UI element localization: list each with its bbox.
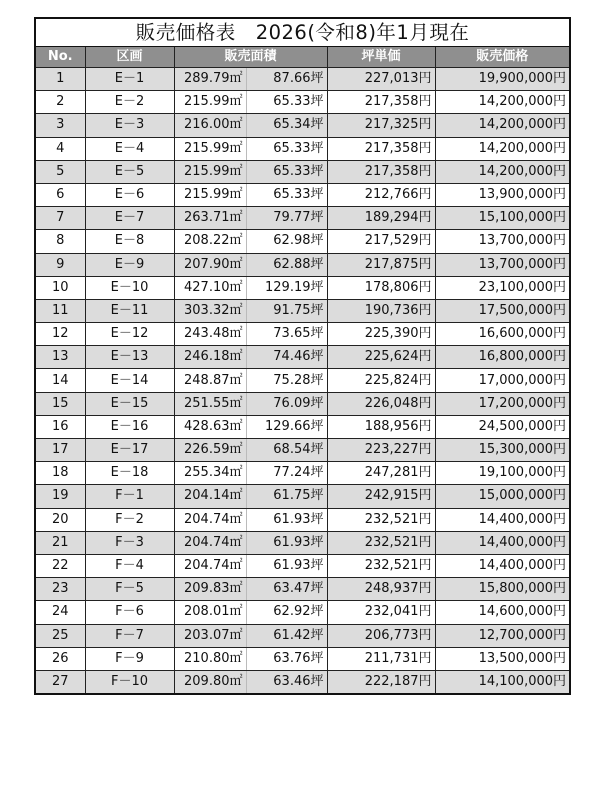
cell-lot: F－5	[85, 578, 174, 601]
cell-no: 8	[35, 230, 85, 253]
page-title: 販売価格表 2026(令和8)年1月現在	[35, 18, 570, 47]
cell-area-tsubo: 61.75坪	[246, 485, 327, 508]
cell-no: 11	[35, 299, 85, 322]
cell-unit-price: 217,358円	[327, 91, 435, 114]
cell-no: 23	[35, 578, 85, 601]
cell-unit-price: 190,736円	[327, 299, 435, 322]
cell-unit-price: 232,521円	[327, 531, 435, 554]
cell-price: 13,900,000円	[435, 183, 570, 206]
table-row	[35, 91, 570, 114]
cell-lot: E－5	[85, 160, 174, 183]
cell-lot: F－3	[85, 531, 174, 554]
table-row	[35, 601, 570, 624]
cell-area-tsubo: 61.93坪	[246, 508, 327, 531]
cell-area-sqm: 208.22㎡	[174, 230, 246, 253]
cell-no: 5	[35, 160, 85, 183]
cell-lot: E－10	[85, 276, 174, 299]
cell-no: 13	[35, 346, 85, 369]
cell-unit-price: 189,294円	[327, 207, 435, 230]
cell-no: 19	[35, 485, 85, 508]
cell-area-sqm: 263.71㎡	[174, 207, 246, 230]
header-price: 販売価格	[435, 47, 570, 68]
cell-lot: E－1	[85, 68, 174, 91]
cell-area-tsubo: 91.75坪	[246, 299, 327, 322]
cell-price: 15,100,000円	[435, 207, 570, 230]
cell-area-tsubo: 79.77坪	[246, 207, 327, 230]
cell-price: 15,000,000円	[435, 485, 570, 508]
cell-area-tsubo: 129.19坪	[246, 276, 327, 299]
cell-lot: E－15	[85, 392, 174, 415]
cell-no: 14	[35, 369, 85, 392]
cell-price: 14,100,000円	[435, 670, 570, 694]
cell-area-tsubo: 63.76坪	[246, 647, 327, 670]
cell-no: 27	[35, 670, 85, 694]
cell-lot: F－1	[85, 485, 174, 508]
cell-area-sqm: 246.18㎡	[174, 346, 246, 369]
cell-unit-price: 225,624円	[327, 346, 435, 369]
cell-area-tsubo: 61.93坪	[246, 554, 327, 577]
table-row	[35, 508, 570, 531]
cell-price: 15,300,000円	[435, 439, 570, 462]
table-row	[35, 439, 570, 462]
cell-unit-price: 217,358円	[327, 137, 435, 160]
cell-lot: E－8	[85, 230, 174, 253]
cell-area-sqm: 428.63㎡	[174, 415, 246, 438]
cell-area-sqm: 215.99㎡	[174, 183, 246, 206]
cell-area-tsubo: 65.33坪	[246, 183, 327, 206]
cell-price: 16,800,000円	[435, 346, 570, 369]
cell-unit-price: 222,187円	[327, 670, 435, 694]
table-row	[35, 647, 570, 670]
cell-lot: E－11	[85, 299, 174, 322]
cell-area-sqm: 203.07㎡	[174, 624, 246, 647]
cell-area-tsubo: 76.09坪	[246, 392, 327, 415]
table-row	[35, 415, 570, 438]
table-body	[35, 68, 570, 695]
cell-lot: E－9	[85, 253, 174, 276]
table-row	[35, 323, 570, 346]
cell-price: 14,400,000円	[435, 531, 570, 554]
cell-area-tsubo: 61.42坪	[246, 624, 327, 647]
cell-price: 13,500,000円	[435, 647, 570, 670]
cell-area-sqm: 216.00㎡	[174, 114, 246, 137]
cell-area-sqm: 204.74㎡	[174, 531, 246, 554]
cell-area-tsubo: 129.66坪	[246, 415, 327, 438]
cell-lot: F－10	[85, 670, 174, 694]
cell-area-sqm: 204.14㎡	[174, 485, 246, 508]
cell-price: 14,600,000円	[435, 601, 570, 624]
cell-no: 4	[35, 137, 85, 160]
cell-lot: E－16	[85, 415, 174, 438]
cell-lot: F－4	[85, 554, 174, 577]
cell-area-sqm: 289.79㎡	[174, 68, 246, 91]
cell-unit-price: 242,915円	[327, 485, 435, 508]
cell-no: 2	[35, 91, 85, 114]
cell-price: 13,700,000円	[435, 230, 570, 253]
table-row	[35, 531, 570, 554]
cell-lot: F－7	[85, 624, 174, 647]
cell-area-tsubo: 62.92坪	[246, 601, 327, 624]
cell-area-tsubo: 73.65坪	[246, 323, 327, 346]
cell-price: 19,900,000円	[435, 68, 570, 91]
cell-no: 20	[35, 508, 85, 531]
cell-area-sqm: 209.83㎡	[174, 578, 246, 601]
header-row	[35, 47, 570, 68]
cell-area-tsubo: 68.54坪	[246, 439, 327, 462]
cell-area-tsubo: 63.46坪	[246, 670, 327, 694]
cell-no: 24	[35, 601, 85, 624]
cell-area-sqm: 251.55㎡	[174, 392, 246, 415]
cell-no: 7	[35, 207, 85, 230]
cell-lot: E－13	[85, 346, 174, 369]
cell-area-tsubo: 65.34坪	[246, 114, 327, 137]
cell-area-tsubo: 65.33坪	[246, 137, 327, 160]
cell-area-sqm: 243.48㎡	[174, 323, 246, 346]
cell-unit-price: 211,731円	[327, 647, 435, 670]
cell-lot: E－18	[85, 462, 174, 485]
header-lot: 区画	[85, 47, 174, 68]
table-row	[35, 462, 570, 485]
cell-area-sqm: 204.74㎡	[174, 508, 246, 531]
cell-no: 26	[35, 647, 85, 670]
table-row	[35, 624, 570, 647]
cell-area-tsubo: 62.88坪	[246, 253, 327, 276]
table-row	[35, 276, 570, 299]
table-row	[35, 68, 570, 91]
cell-area-sqm: 255.34㎡	[174, 462, 246, 485]
cell-no: 25	[35, 624, 85, 647]
cell-area-sqm: 215.99㎡	[174, 91, 246, 114]
table-row	[35, 485, 570, 508]
cell-lot: E－2	[85, 91, 174, 114]
cell-area-sqm: 210.80㎡	[174, 647, 246, 670]
cell-area-sqm: 248.87㎡	[174, 369, 246, 392]
cell-unit-price: 232,521円	[327, 508, 435, 531]
cell-price: 14,200,000円	[435, 114, 570, 137]
table-row	[35, 369, 570, 392]
header-no: No.	[35, 47, 85, 68]
cell-unit-price: 217,529円	[327, 230, 435, 253]
cell-lot: E－3	[85, 114, 174, 137]
cell-price: 14,200,000円	[435, 137, 570, 160]
cell-unit-price: 178,806円	[327, 276, 435, 299]
cell-no: 12	[35, 323, 85, 346]
cell-price: 17,500,000円	[435, 299, 570, 322]
cell-no: 10	[35, 276, 85, 299]
cell-area-tsubo: 77.24坪	[246, 462, 327, 485]
cell-price: 14,400,000円	[435, 554, 570, 577]
cell-unit-price: 248,937円	[327, 578, 435, 601]
table-row	[35, 207, 570, 230]
price-table	[34, 17, 571, 695]
cell-unit-price: 226,048円	[327, 392, 435, 415]
header-unit-price: 坪単価	[327, 47, 435, 68]
cell-price: 24,500,000円	[435, 415, 570, 438]
cell-price: 13,700,000円	[435, 253, 570, 276]
cell-price: 14,200,000円	[435, 160, 570, 183]
cell-lot: E－4	[85, 137, 174, 160]
cell-area-sqm: 209.80㎡	[174, 670, 246, 694]
cell-area-tsubo: 65.33坪	[246, 160, 327, 183]
table-row	[35, 183, 570, 206]
cell-lot: E－6	[85, 183, 174, 206]
cell-lot: E－17	[85, 439, 174, 462]
cell-no: 18	[35, 462, 85, 485]
table-row	[35, 554, 570, 577]
cell-unit-price: 217,325円	[327, 114, 435, 137]
cell-unit-price: 188,956円	[327, 415, 435, 438]
table-row	[35, 230, 570, 253]
table-row	[35, 114, 570, 137]
cell-lot: F－6	[85, 601, 174, 624]
header-area: 販売面積	[174, 47, 327, 68]
cell-area-tsubo: 74.46坪	[246, 346, 327, 369]
cell-price: 17,200,000円	[435, 392, 570, 415]
cell-no: 3	[35, 114, 85, 137]
cell-no: 1	[35, 68, 85, 91]
cell-unit-price: 223,227円	[327, 439, 435, 462]
cell-area-sqm: 226.59㎡	[174, 439, 246, 462]
table-row	[35, 578, 570, 601]
cell-unit-price: 217,358円	[327, 160, 435, 183]
table-row	[35, 160, 570, 183]
cell-unit-price: 217,875円	[327, 253, 435, 276]
cell-unit-price: 232,521円	[327, 554, 435, 577]
cell-unit-price: 225,390円	[327, 323, 435, 346]
cell-area-sqm: 303.32㎡	[174, 299, 246, 322]
cell-lot: E－14	[85, 369, 174, 392]
cell-area-sqm: 427.10㎡	[174, 276, 246, 299]
cell-unit-price: 206,773円	[327, 624, 435, 647]
cell-area-tsubo: 62.98坪	[246, 230, 327, 253]
cell-price: 19,100,000円	[435, 462, 570, 485]
cell-price: 23,100,000円	[435, 276, 570, 299]
cell-lot: F－9	[85, 647, 174, 670]
table-row	[35, 253, 570, 276]
cell-area-sqm: 215.99㎡	[174, 137, 246, 160]
cell-area-sqm: 204.74㎡	[174, 554, 246, 577]
cell-area-tsubo: 75.28坪	[246, 369, 327, 392]
price-list-sheet	[34, 17, 569, 695]
table-row	[35, 346, 570, 369]
cell-unit-price: 227,013円	[327, 68, 435, 91]
cell-lot: F－2	[85, 508, 174, 531]
cell-no: 17	[35, 439, 85, 462]
cell-price: 14,400,000円	[435, 508, 570, 531]
cell-price: 14,200,000円	[435, 91, 570, 114]
table-row	[35, 137, 570, 160]
cell-unit-price: 247,281円	[327, 462, 435, 485]
cell-area-tsubo: 61.93坪	[246, 531, 327, 554]
cell-price: 15,800,000円	[435, 578, 570, 601]
cell-lot: E－7	[85, 207, 174, 230]
cell-unit-price: 212,766円	[327, 183, 435, 206]
cell-no: 15	[35, 392, 85, 415]
cell-area-sqm: 215.99㎡	[174, 160, 246, 183]
cell-area-sqm: 208.01㎡	[174, 601, 246, 624]
cell-price: 17,000,000円	[435, 369, 570, 392]
cell-area-tsubo: 87.66坪	[246, 68, 327, 91]
table-row	[35, 392, 570, 415]
cell-no: 22	[35, 554, 85, 577]
cell-area-tsubo: 63.47坪	[246, 578, 327, 601]
cell-area-tsubo: 65.33坪	[246, 91, 327, 114]
cell-no: 21	[35, 531, 85, 554]
title-row	[35, 18, 570, 47]
cell-unit-price: 232,041円	[327, 601, 435, 624]
table-row	[35, 670, 570, 694]
cell-price: 16,600,000円	[435, 323, 570, 346]
cell-no: 16	[35, 415, 85, 438]
table-row	[35, 299, 570, 322]
cell-unit-price: 225,824円	[327, 369, 435, 392]
cell-no: 9	[35, 253, 85, 276]
cell-lot: E－12	[85, 323, 174, 346]
cell-no: 6	[35, 183, 85, 206]
cell-area-sqm: 207.90㎡	[174, 253, 246, 276]
cell-price: 12,700,000円	[435, 624, 570, 647]
